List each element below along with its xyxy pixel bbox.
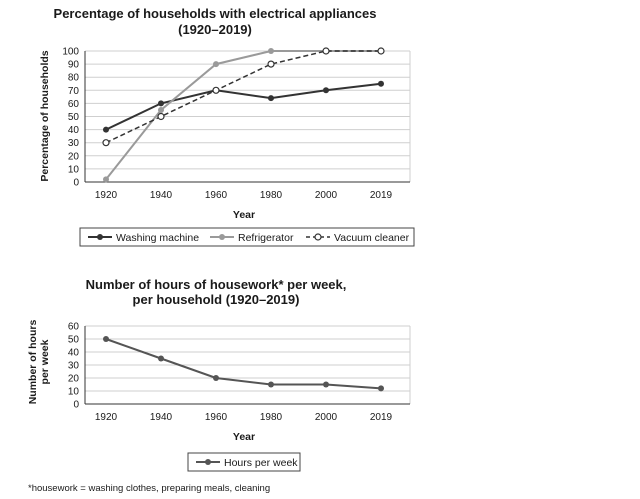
chart2-ylabel-line1: Number of hours (27, 319, 39, 405)
y-tick-label: 20 (67, 373, 79, 385)
chart2-ylabel-line2: per week (39, 339, 51, 385)
x-tick-label: 2019 (369, 190, 393, 201)
data-point-vacuum-cleaner (158, 114, 164, 120)
chart1-title-line2: (1920–2019) (178, 22, 252, 37)
y-tick-label: 10 (67, 164, 79, 176)
y-tick-label: 40 (67, 125, 79, 137)
y-tick-label: 0 (73, 177, 79, 189)
legend-refrigerator-label: Refrigerator (238, 232, 294, 244)
y-tick-label: 60 (67, 321, 79, 333)
data-point-washing-machine (323, 87, 329, 93)
data-point-hours-per-week (268, 382, 274, 388)
x-tick-label: 1980 (259, 190, 283, 201)
chart1-xlabel: Year (232, 209, 256, 221)
data-point-refrigerator (103, 176, 109, 182)
chart2-xlabel: Year (232, 431, 256, 443)
y-tick-label: 70 (67, 85, 79, 97)
data-point-hours-per-week (158, 356, 164, 362)
x-tick-label: 2000 (314, 412, 338, 423)
legend-vacuum-cleaner-label: Vacuum cleaner (334, 232, 410, 244)
y-tick-label: 30 (67, 138, 79, 150)
y-tick-label: 80 (67, 72, 79, 84)
y-tick-label: 60 (67, 98, 79, 110)
chart2-title-line1: Number of hours of housework* per week, (85, 277, 347, 292)
chart1-ylabel: Percentage of households (39, 50, 51, 182)
data-point-hours-per-week (103, 336, 109, 342)
data-point-hours-per-week (213, 375, 219, 381)
legend-washing-machine-label: Washing machine (116, 232, 200, 244)
data-point-washing-machine (268, 95, 274, 101)
data-point-vacuum-cleaner (268, 61, 274, 67)
legend-hours-marker (205, 459, 211, 465)
x-tick-label: 2000 (314, 190, 338, 201)
y-tick-label: 20 (67, 151, 79, 163)
x-tick-label: 1960 (204, 190, 228, 201)
data-point-hours-per-week (378, 385, 384, 391)
y-tick-label: 10 (67, 386, 79, 398)
data-point-vacuum-cleaner (213, 87, 219, 93)
footnote: *housework = washing clothes, preparing meals, cleaning (28, 483, 271, 494)
y-tick-label: 30 (67, 360, 79, 372)
series-line-refrigerator (106, 51, 381, 179)
x-tick-label: 1920 (94, 190, 118, 201)
x-tick-label: 1940 (149, 190, 173, 201)
data-point-hours-per-week (323, 382, 329, 388)
y-tick-label: 50 (67, 334, 79, 346)
chart2-plot (68, 322, 410, 424)
data-point-vacuum-cleaner (323, 48, 329, 54)
x-tick-label: 1960 (204, 412, 228, 423)
series-line-hours-per-week (106, 339, 381, 388)
data-point-vacuum-cleaner (378, 48, 384, 54)
data-point-refrigerator (158, 107, 164, 113)
y-tick-label: 50 (67, 112, 79, 123)
y-tick-label: 40 (67, 347, 79, 359)
x-tick-label: 1940 (149, 412, 173, 423)
chart1-title-line1: Percentage of households with electrical appliances (53, 6, 377, 21)
data-point-washing-machine (378, 81, 384, 87)
data-point-vacuum-cleaner (103, 140, 109, 146)
chart1-plot (62, 47, 410, 202)
legend-vacuum-cleaner-marker (315, 234, 321, 240)
data-point-refrigerator (213, 61, 219, 67)
y-tick-label: 0 (73, 399, 79, 411)
chart2-title-line2: per household (1920–2019) (132, 292, 300, 307)
data-point-washing-machine (103, 127, 109, 133)
legend-washing-machine-marker (97, 234, 103, 240)
y-tick-label: 90 (67, 59, 79, 71)
legend-hours-label: Hours per week (224, 457, 298, 469)
data-point-refrigerator (268, 48, 274, 54)
legend-refrigerator-marker (219, 234, 225, 240)
x-tick-label: 1980 (259, 412, 283, 423)
x-tick-label: 2019 (369, 412, 393, 423)
y-tick-label: 100 (62, 46, 79, 58)
data-point-washing-machine (158, 100, 164, 106)
x-tick-label: 1920 (94, 412, 118, 423)
series-line-vacuum-cleaner (106, 51, 381, 143)
